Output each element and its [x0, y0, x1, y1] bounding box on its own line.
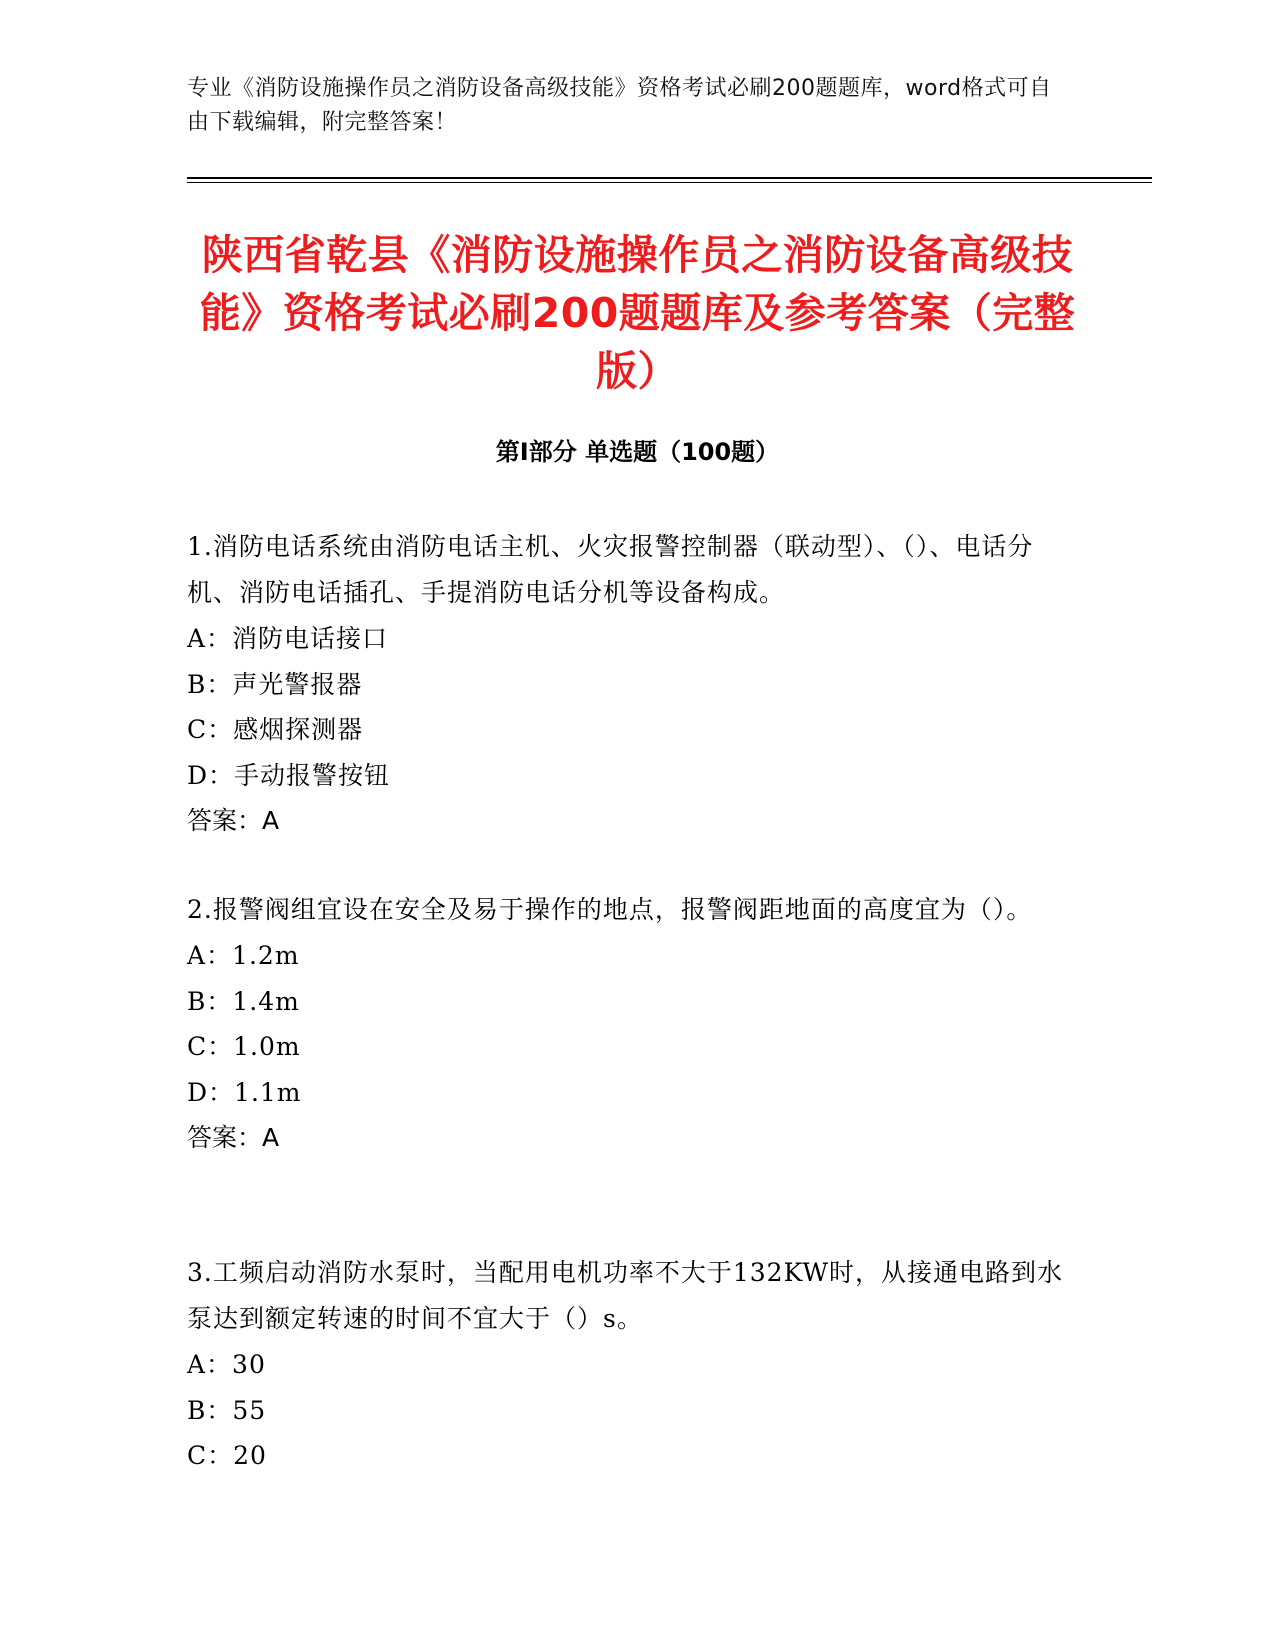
option-c: C：20: [187, 1441, 267, 1470]
option-c: C：1.0m: [187, 1032, 301, 1061]
question-1: [187, 524, 1067, 843]
answer-line: 答案：A: [187, 806, 280, 835]
answer-line: 答案：A: [187, 1123, 280, 1152]
option-a: A：1.2m: [187, 941, 300, 970]
document-title: 陕西省乾县《消防设施操作员之消防设备高级技能》资格考试必刷200题题库及参考答案（完整版）: [199, 231, 1076, 395]
header-divider-thin: [187, 182, 1152, 183]
option-b: B：声光警报器: [187, 669, 363, 699]
question-2: [187, 887, 1067, 1160]
question-3: [187, 1250, 1067, 1479]
header-divider: [187, 177, 1152, 179]
question-stem: 2.报警阀组宜设在安全及易于操作的地点，报警阀距地面的高度宜为（）。: [187, 895, 1033, 924]
option-b: B：55: [187, 1395, 267, 1425]
section-heading: 第I部分 单选题（100题）: [495, 438, 780, 466]
question-stem: 1.消防电话系统由消防电话主机、火灾报警控制器（联动型）、（）、电话分机、消防电话插孔、手提消防电话分机等设备构成。: [187, 532, 1034, 607]
option-c: C：感烟探测器: [187, 715, 364, 744]
option-a: A：消防电话接口: [187, 624, 389, 653]
option-b: B：1.4m: [187, 986, 300, 1016]
option-d: D：手动报警按钮: [187, 760, 391, 790]
question-stem: 3.工频启动消防水泵时，当配用电机功率不大于132KW时，从接通电路到水泵达到额定转速的时间不宜大于（）s。: [187, 1258, 1064, 1333]
header-note: 专业《消防设施操作员之消防设备高级技能》资格考试必刷200题题库，word格式可自由下载编辑，附完整答案！: [187, 76, 1052, 135]
option-d: D：1.1m: [187, 1077, 302, 1107]
option-a: A：30: [187, 1350, 266, 1379]
